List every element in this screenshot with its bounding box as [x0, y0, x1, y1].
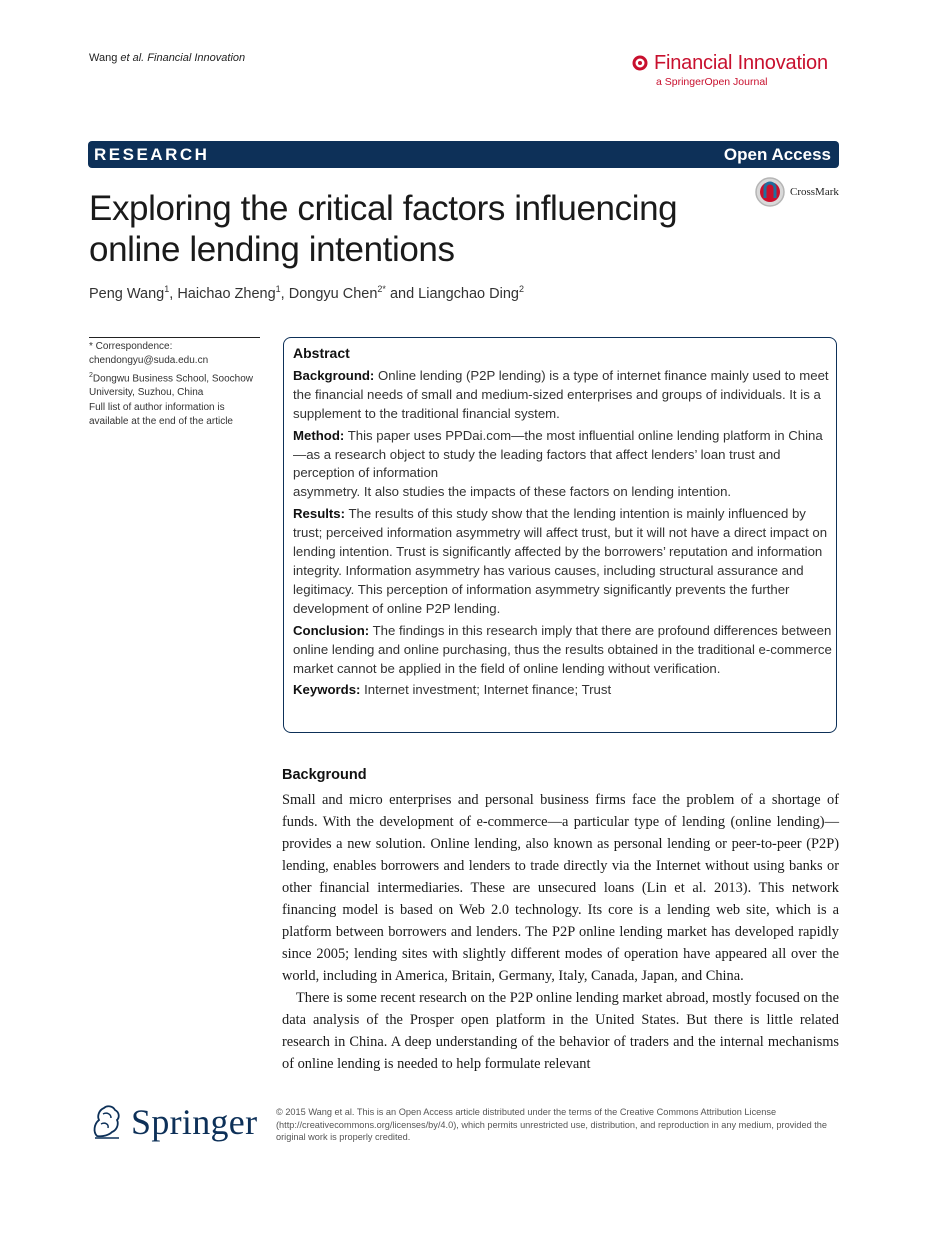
abstract-keywords — [293, 681, 833, 700]
author-affil-sup: 2 — [518, 284, 524, 294]
abstract-results-label: Results: — [293, 506, 346, 522]
correspondence-label: * Correspondence: — [89, 341, 173, 352]
running-head — [89, 52, 245, 64]
open-access-label: Open Access — [723, 145, 831, 164]
keywords-text: Internet investment; Internet finance; Trust — [360, 682, 612, 698]
author-info-note: Full list of author information is available at the end of the article — [89, 401, 233, 427]
license-text: © 2015 Wang et al. This is an Open Access article distributed under the terms of the Creative Commons Attribution License (http://creativecommons.org/licenses/by/4.0), which permits unrestricted use, distribution, and reproduction in any medium, provided the original work is properly credited. — [276, 1107, 828, 1143]
author-name[interactable]: Peng Wang — [89, 285, 165, 302]
author-name[interactable]: Haichao Zheng — [177, 285, 276, 302]
abstract-method — [293, 427, 833, 484]
abstract-background-label: Background: — [293, 367, 375, 383]
abstract-background-text: Online lending (P2P lending) is a type of internet finance mainly used to meet the financial needs of small and medium-sized enterprises and groups of individuals. It is a supplement to the traditional financial system. — [293, 367, 829, 421]
author-name[interactable]: Dongyu Chen — [288, 285, 378, 302]
running-head-authors: Wang — [89, 52, 121, 64]
abstract-background — [293, 367, 833, 424]
abstract-conclusion-text: The findings in this research imply that there are profound differences between online lending and online purchasing, thus the results obtained in the traditional e-commerce market cannot be applied in the field of online lending without verification. — [293, 622, 832, 676]
springer-horse-icon — [89, 1102, 125, 1142]
author-affil-sup: 2* — [377, 284, 386, 294]
abstract-results-text: The results of this study show that the lending intention is mainly influenced by trust; perceived information asymmetry will affect trust, but it will not have a direct impact on lending intention. Trust is significantly affected by the borrowers’ reputation and information integrity. Information asymmetry has various causes, including structural assurance and legitimacy. This perception of information asymmetry significantly prevents the further development of online P2P lending. — [293, 506, 828, 616]
abstract-results — [293, 505, 833, 618]
author-separator: , — [169, 285, 178, 302]
abstract-method-continued: asymmetry. It also studies the impacts of these factors on lending intention. — [293, 484, 732, 500]
affiliation-sup: 2 — [89, 371, 93, 379]
article-title: Exploring the critical factors influencing online lending intentions — [89, 189, 678, 269]
keywords-label: Keywords: — [293, 682, 361, 698]
author-affil-sup: 1 — [275, 284, 281, 294]
abstract-conclusion — [293, 622, 833, 679]
journal-name: Financial Innovation — [654, 52, 828, 74]
section-heading: Background — [282, 767, 367, 783]
body-text — [282, 789, 839, 1075]
running-head-journal: et al. Financial Innovation — [120, 52, 246, 64]
correspondence-divider — [89, 337, 260, 338]
publisher-logo[interactable] — [89, 1101, 257, 1143]
body-paragraph: There is some recent research on the P2P online lending market abroad, mostly focused on the data analysis of the Prosper open platform in the United States. But there is little related research in China. A deep understanding of the behavior of traders and the internal mechanisms of online lending is needed to help formulate relevant — [282, 990, 839, 1072]
publisher-name: Springer — [131, 1102, 258, 1142]
affiliation-text: Dongwu Business School, Soochow University, Suzhou, China — [89, 372, 253, 399]
journal-ring-icon — [632, 55, 648, 71]
abstract-method-text: This paper uses PPDai.com—the most influential online lending platform in China—as a research object to study the leading factors that affect lenders’ loan trust and perception of information — [293, 427, 823, 481]
correspondence-email[interactable]: chendongyu@suda.edu.cn — [89, 355, 209, 367]
crossmark-icon — [754, 176, 786, 208]
journal-subtitle: a SpringerOpen Journal — [656, 76, 768, 88]
article-type-banner — [88, 141, 839, 168]
abstract-box — [283, 337, 837, 733]
author-name[interactable]: Liangchao Ding — [418, 285, 519, 302]
author-conjunction: and — [385, 285, 419, 302]
correspondence-block — [89, 340, 264, 429]
body-paragraph: Small and micro enterprises and personal business firms face the problem of a shortage of funds. With the development of e-commerce—a particular type of lending (online lending)—provides a new solution. Online lending, also known as personal lending or peer-to-peer (P2P) lending, enables borrowers and lenders to trade directly via the Internet without using banks or other financial intermediaries. These are unsecured loans (Lin et al. 2013). This network financing model is based on Web 2.0 technology. Its core is a lending web site, which is a platform between borrowers and lenders. The P2P online lending market has developed rapidly since 2005; lending sites with slightly different modes of operation have appeared all over the world, including in America, Britain, Germany, Italy, Canada, Japan, and China. — [282, 792, 839, 984]
author-list — [89, 284, 524, 302]
abstract-heading: Abstract — [293, 345, 350, 361]
abstract-method-label: Method: — [293, 427, 345, 443]
crossmark-label: CrossMark — [790, 186, 839, 198]
journal-logo[interactable] — [632, 52, 842, 88]
crossmark-badge[interactable] — [754, 176, 839, 208]
author-affil-sup: 1 — [164, 284, 170, 294]
article-type-label: RESEARCH — [94, 145, 210, 164]
author-separator: , — [280, 285, 289, 302]
abstract-conclusion-label: Conclusion: — [293, 622, 370, 638]
correspondence-affiliation — [89, 369, 264, 401]
